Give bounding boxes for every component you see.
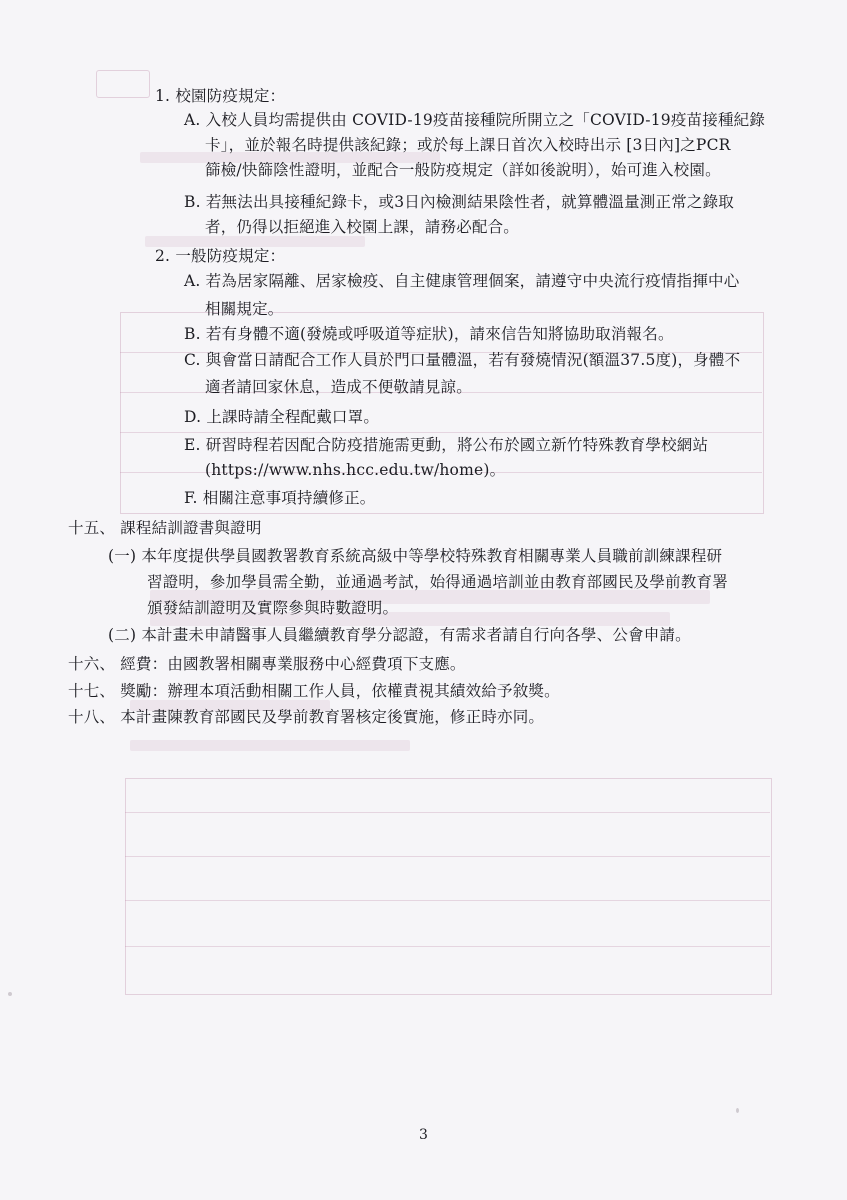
item2-a-line1: A. 若為居家隔離、居家檢疫、自主健康管理個案，請遵守中央流行疫情指揮中心 xyxy=(184,272,740,290)
section17-rewards: 十七、 獎勵：辦理本項活動相關工作人員，依權責視其績效給予敘獎。 xyxy=(68,682,560,700)
scan-speck xyxy=(736,1108,739,1113)
section18-approval: 十八、 本計畫陳教育部國民及學前教育署核定後實施，修正時亦同。 xyxy=(68,708,545,726)
bleed-through-stamp xyxy=(96,70,150,98)
item1-b-line2: 者，仍得以拒絕進入校園上課，請務必配合。 xyxy=(205,218,520,236)
item2-c-line2: 適者請回家休息，造成不便敬請見諒。 xyxy=(205,378,472,396)
item2-e-line2: (https://www.nhs.hcc.edu.tw/home)。 xyxy=(205,461,506,479)
bleed-through-table-bottom xyxy=(125,778,772,995)
bleed-through-rule xyxy=(125,856,770,857)
item1-a-line2: 卡」，並於報名時提供該紀錄；或於每上課日首次入校時出示 [3日內]之PCR xyxy=(205,136,731,154)
item2-f: F. 相關注意事項持續修正。 xyxy=(184,489,376,507)
item2-c-line1: C. 與會當日請配合工作人員於門口量體溫，若有發燒情況(額溫37.5度)，身體不 xyxy=(184,351,741,369)
scan-speck xyxy=(8,992,12,996)
section15-p1-line2: 習證明，參加學員需全勤，並通過考試，始得通過培訓並由教育部國民及學前教育署 xyxy=(147,573,728,591)
section15-p2: (二) 本計畫未申請醫事人員繼續教育學分認證，有需求者請自行向各學、公會申請。 xyxy=(108,626,691,644)
item2-heading: 2. 一般防疫規定： xyxy=(155,247,286,265)
item1-heading: 1. 校園防疫規定： xyxy=(155,87,286,105)
item1-a-line1: A. 入校人員均需提供由 COVID-19疫苗接種院所開立之「COVID-19疫苗接種紀錄 xyxy=(184,111,766,129)
bleed-through-rule xyxy=(125,946,770,947)
item2-a-line2: 相關規定。 xyxy=(205,300,284,318)
section15-p1-line3: 頒發結訓證明及實際參與時數證明。 xyxy=(147,599,399,617)
bleed-through-rule xyxy=(120,432,762,433)
item2-d: D. 上課時請全程配戴口罩。 xyxy=(184,408,380,426)
section15-p1-line1: (一) 本年度提供學員國教署教育系統高級中等學校特殊教育相關專業人員職前訓練課程研 xyxy=(108,547,723,565)
item1-a-line3: 篩檢/快篩陰性證明，並配合一般防疫規定（詳如後說明），始可進入校園。 xyxy=(205,161,721,179)
bleed-through-text xyxy=(130,740,410,751)
section15-heading: 十五、 課程結訓證書與證明 xyxy=(68,519,262,537)
bleed-through-rule xyxy=(125,812,770,813)
item2-e-line1: E. 研習時程若因配合防疫措施需更動，將公布於國立新竹特殊教育學校網站 xyxy=(184,436,709,454)
bleed-through-rule xyxy=(125,900,770,901)
item2-b: B. 若有身體不適(發燒或呼吸道等症狀)，請來信告知將協助取消報名。 xyxy=(184,325,674,343)
item1-b-line1: B. 若無法出具接種紀錄卡，或3日內檢測結果陰性者，就算體溫量測正常之錄取 xyxy=(184,193,735,211)
page-number: 3 xyxy=(419,1127,428,1143)
section16-funding: 十六、 經費：由國教署相關專業服務中心經費項下支應。 xyxy=(68,655,466,673)
